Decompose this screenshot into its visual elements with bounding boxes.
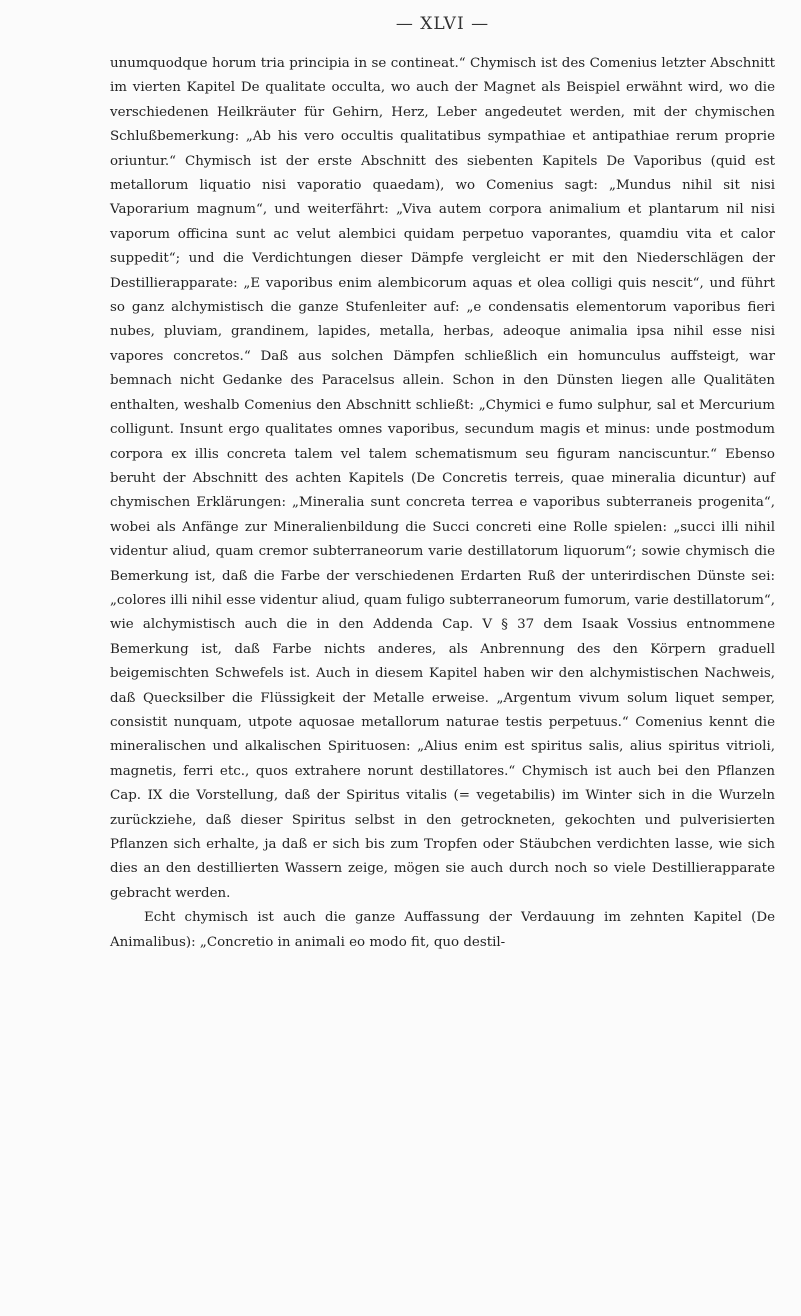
page-body bbox=[110, 52, 775, 955]
page-header: — XLVI — bbox=[395, 14, 490, 34]
paragraph-1: unumquodque horum tria principia in se contineat.“ Chymisch ist des Comenius letzter Abschnitt im vierten Kapitel De qualitate occulta, wo auch der Magnet als Beispiel erwähnt wird, wo die verschiedenen Heilkräuter für Gehirn, Herz, Leber angedeutet werden, mit der chymischen Schlußbemerkung: „Ab his vero occultis qualitatibus sympathiae et antipathiae rerum proprie oriuntur.“ Chymisch ist der erste Abschnitt des siebenten Kapitels De Vaporibus (quid est metallorum liquatio nisi vaporatio quaedam), wo Comenius sagt: „Mundus nihil sit nisi Vaporarium magnum“, und weiterfährt: „Viva autem corpora animalium et plantarum nil nisi vaporum officina sunt ac velut alembici quidam perpetuo vaporantes, quamdiu vita et calor suppedit“; und die Verdichtungen dieser Dämpfe vergleicht er mit den Niederschlägen der Destillierapparate: „E vaporibus enim alembicorum aquas et olea colligi quis nescit“, und führt so ganz alchymistisch die ganze Stufenleiter auf: „e condensatis elementorum vaporibus fieri nubes, pluviam, grandinem, lapides, metalla, herbas, adeoque animalia ipsa nihil esse nisi vapores concretos.“ Daß aus solchen Dämpfen schließlich ein homunculus auffsteigt, war bemnach nicht Gedanke des Paracelsus allein. Schon in den Dünsten liegen alle Qualitäten enthalten, weshalb Comenius den Abschnitt schließt: „Chymici e fumo sulphur, sal et Mercurium colligunt. Insunt ergo qualitates omnes vaporibus, secundum magis et minus: unde postmodum corpora ex illis concreta talem vel talem schematismum seu figuram nanciscuntur.“ Ebenso beruht der Abschnitt des achten Kapitels (De Concretis terreis, quae mineralia dicuntur) auf chymischen Erklärungen: „Mineralia sunt concreta terrea e vaporibus subterraneis progenita“, wobei als Anfänge zur Mineralienbildung die Succi concreti eine Rolle spielen: „succi illi nihil videntur aliud, quam cremor subterraneorum varie destillatorum liquorum“; sowie chymisch die Bemerkung ist, daß die Farbe der verschiedenen Erdarten Ruß der unterirdischen Dünste sei: „colores illi nihil esse videntur aliud, quam fuligo subterraneorum fumorum, varie destillatorum“, wie alchymistisch auch die in den Addenda Cap. V § 37 dem Isaak Vossius entnommene Bemerkung ist, daß Farbe nichts anderes, als Anbrennung des den Körpern graduell beigemischten Schwefels ist. Auch in diesem Kapitel haben wir den alchymistischen Nachweis, daß Quecksilber die Flüssigkeit der Metalle erweise. „Argentum vivum solum liquet semper, consistit nunquam, utpote aquosae metallorum naturae testis perpetuus.“ Comenius kennt die mineralischen und alkalischen Spirituosen: „Alius enim est spiritus salis, alius spiritus vitrioli, magnetis, ferri etc., quos extrahere norunt destillatores.“ Chymisch ist auch bei den Pflanzen Cap. IX die Vorstellung, daß der Spiritus vitalis (= vegetabilis) im Winter sich in die Wurzeln zurückziehe, daß dieser Spiritus selbst in den getrockneten, gekochten und pulverisierten Pflanzen sich erhalte, ja daß er sich bis zum Tropfen oder Stäubchen verdichten lasse, wie sich dies an den destillierten Wassern zeige, mögen sie auch durch noch so viele Destillierapparate gebracht werden. bbox=[110, 56, 775, 901]
paragraph-2: Echt chymisch ist auch die ganze Auffassung der Verdauung im zehnten Kapitel (De Animalibus): „Concretio in animali eo modo fit, quo destil- bbox=[110, 910, 775, 950]
